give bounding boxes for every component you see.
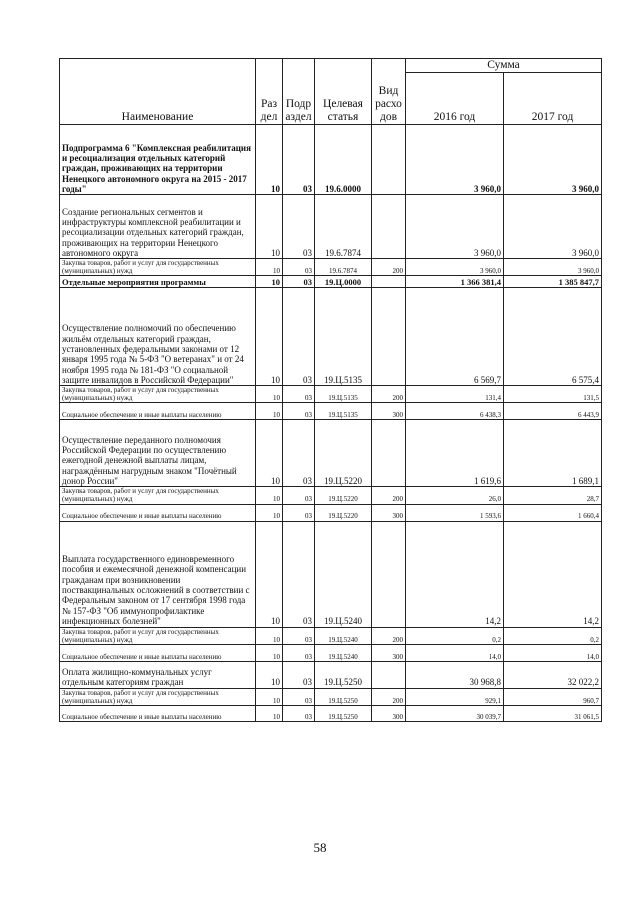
cell-razdel: 10 [256,195,283,259]
cell-podrazdel: 03 [283,288,315,386]
cell-2017: 31 061,5 [504,705,602,721]
cell-target: 19.6.0000 [315,125,372,195]
table-body [60,125,602,721]
cell-target: 19.Ц.5240 [315,627,372,644]
cell-2016: 3 960,0 [406,125,504,195]
table-row [60,487,602,504]
cell-podrazdel: 03 [283,504,315,521]
cell-razdel: 10 [256,661,283,688]
header-razdel: Раз дел [256,59,283,125]
cell-name: Осуществление переданного полномочия Российской Федерации по осуществлению ежегодной денежной выплаты лицам, награждённым нагрудным знаком "Почётный донор России" [60,420,256,487]
cell-name: Закупка товаров, работ и услуг для государственных (муниципальных) нужд [60,386,256,403]
cell-target: 19.Ц.5135 [315,288,372,386]
header-sum: Сумма [406,59,602,73]
cell-podrazdel: 03 [283,259,315,276]
cell-2016: 30 039,7 [406,705,504,721]
header-row-top [60,59,602,73]
header-name: Наименование [60,59,256,125]
cell-name: Оплата жилищно-коммунальных услуг отдельным категориям граждан [60,661,256,688]
cell-name: Создание региональных сегментов и инфраструктуры комплексной реабилитации и ресоциализации отдельных категорий граждан, проживающих на территории Ненецкого автономного округа [60,195,256,259]
table-row [60,403,602,420]
cell-razdel: 10 [256,487,283,504]
page-number: 58 [313,840,327,855]
cell-vid: 200 [372,627,406,644]
cell-2016: 3 960,0 [406,259,504,276]
cell-2017: 1 660,4 [504,504,602,521]
cell-2017: 14,0 [504,644,602,661]
budget-document [59,58,601,722]
cell-podrazdel: 03 [283,276,315,288]
table-row [60,259,602,276]
cell-2016: 1 366 381,4 [406,276,504,288]
cell-podrazdel: 03 [283,403,315,420]
cell-name: Социальное обеспечение и иные выплаты населению [60,504,256,521]
cell-razdel: 10 [256,259,283,276]
table-row [60,521,602,627]
cell-vid: 300 [372,644,406,661]
cell-razdel: 10 [256,276,283,288]
cell-razdel: 10 [256,386,283,403]
cell-podrazdel: 03 [283,688,315,705]
cell-vid: 200 [372,259,406,276]
cell-razdel: 10 [256,403,283,420]
cell-target: 19.Ц.5240 [315,521,372,627]
cell-name: Подпрограмма 6 "Комплексная реабилитация и ресоциализация отдельных категорий граждан, проживающих на территории Ненецкого автономного округа на 2015 - 2017 годы" [60,125,256,195]
table-row [60,705,602,721]
header-vid: Вид расхо дов [372,59,406,125]
header-year-2017: 2017 год [504,73,602,125]
cell-podrazdel: 03 [283,521,315,627]
cell-vid [372,195,406,259]
table-row [60,688,602,705]
cell-2016: 14,0 [406,644,504,661]
cell-target: 19.Ц.5250 [315,705,372,721]
cell-target: 19.Ц.5135 [315,403,372,420]
cell-name: Закупка товаров, работ и услуг для государственных (муниципальных) нужд [60,487,256,504]
cell-target: 19.Ц.5220 [315,487,372,504]
cell-podrazdel: 03 [283,661,315,688]
cell-podrazdel: 03 [283,487,315,504]
cell-2017: 1 689,1 [504,420,602,487]
cell-2016: 0,2 [406,627,504,644]
cell-name: Отдельные мероприятия программы [60,276,256,288]
cell-name: Социальное обеспечение и иные выплаты населению [60,705,256,721]
cell-vid: 300 [372,504,406,521]
table-row [60,276,602,288]
cell-razdel: 10 [256,627,283,644]
cell-vid [372,420,406,487]
cell-razdel: 10 [256,504,283,521]
cell-target: 19.Ц.5250 [315,688,372,705]
cell-2016: 6 569,7 [406,288,504,386]
cell-2017: 14,2 [504,521,602,627]
cell-2017: 32 022,2 [504,661,602,688]
cell-2017: 0,2 [504,627,602,644]
cell-2016: 6 438,3 [406,403,504,420]
cell-podrazdel: 03 [283,627,315,644]
table-row [60,644,602,661]
table-row [60,661,602,688]
cell-target: 19.Ц.5240 [315,644,372,661]
table-row [60,627,602,644]
table-row [60,288,602,386]
cell-target: 19.6.7874 [315,259,372,276]
budget-table [59,58,602,722]
cell-razdel: 10 [256,420,283,487]
cell-2016: 14,2 [406,521,504,627]
cell-vid: 300 [372,403,406,420]
cell-name: Закупка товаров, работ и услуг для государственных (муниципальных) нужд [60,688,256,705]
table-row [60,386,602,403]
cell-podrazdel: 03 [283,644,315,661]
cell-target: 19.6.7874 [315,195,372,259]
cell-2017: 3 960,0 [504,125,602,195]
header-target: Целевая статья [315,59,372,125]
cell-vid [372,288,406,386]
cell-2017: 1 385 847,7 [504,276,602,288]
header-podrazdel: Подр аздел [283,59,315,125]
cell-podrazdel: 03 [283,386,315,403]
cell-vid: 200 [372,688,406,705]
cell-2017: 131,5 [504,386,602,403]
cell-target: 19.Ц.5220 [315,420,372,487]
table-row [60,125,602,195]
cell-2016: 1 593,6 [406,504,504,521]
cell-target: 19.Ц.0000 [315,276,372,288]
cell-name: Закупка товаров, работ и услуг для государственных (муниципальных) нужд [60,627,256,644]
cell-2017: 6 443,9 [504,403,602,420]
cell-2016: 1 619,6 [406,420,504,487]
cell-2016: 26,0 [406,487,504,504]
cell-name: Социальное обеспечение и иные выплаты населению [60,403,256,420]
cell-2016: 131,4 [406,386,504,403]
cell-2017: 960,7 [504,688,602,705]
cell-razdel: 10 [256,688,283,705]
cell-razdel: 10 [256,644,283,661]
cell-podrazdel: 03 [283,705,315,721]
cell-vid [372,521,406,627]
cell-podrazdel: 03 [283,125,315,195]
cell-razdel: 10 [256,288,283,386]
cell-name: Выплата государственного единовременного пособия и ежемесячной денежной компенсации гражданам при возникновении поствакцинальных осложнений в соответствии с Федеральным законом от 17 сентября 1998 года № 157-ФЗ "Об иммунопрофилактике инфекционных болезней" [60,521,256,627]
cell-2016: 30 968,8 [406,661,504,688]
cell-2016: 3 960,0 [406,195,504,259]
cell-target: 19.Ц.5250 [315,661,372,688]
cell-2017: 3 960,0 [504,259,602,276]
table-row [60,504,602,521]
cell-vid: 200 [372,487,406,504]
cell-razdel: 10 [256,125,283,195]
cell-vid: 200 [372,386,406,403]
cell-podrazdel: 03 [283,420,315,487]
cell-name: Социальное обеспечение и иные выплаты населению [60,644,256,661]
cell-vid [372,125,406,195]
cell-2017: 3 960,0 [504,195,602,259]
header-year-2016: 2016 год [406,73,504,125]
cell-2016: 929,1 [406,688,504,705]
cell-vid: 300 [372,705,406,721]
table-row [60,195,602,259]
cell-2017: 6 575,4 [504,288,602,386]
cell-name: Закупка товаров, работ и услуг для государственных (муниципальных) нужд [60,259,256,276]
cell-vid [372,661,406,688]
cell-razdel: 10 [256,521,283,627]
table-row [60,420,602,487]
cell-target: 19.Ц.5135 [315,386,372,403]
cell-name: Осуществление полномочий по обеспечению жильём отдельных категорий граждан, установленных федеральными законами от 12 января 1995 года № 5-ФЗ "О ветеранах" и от 24 ноября 1995 года № 181-ФЗ "О социальной защите инвалидов в Российской Федерации" [60,288,256,386]
cell-podrazdel: 03 [283,195,315,259]
cell-vid [372,276,406,288]
cell-razdel: 10 [256,705,283,721]
cell-2017: 28,7 [504,487,602,504]
cell-target: 19.Ц.5220 [315,504,372,521]
